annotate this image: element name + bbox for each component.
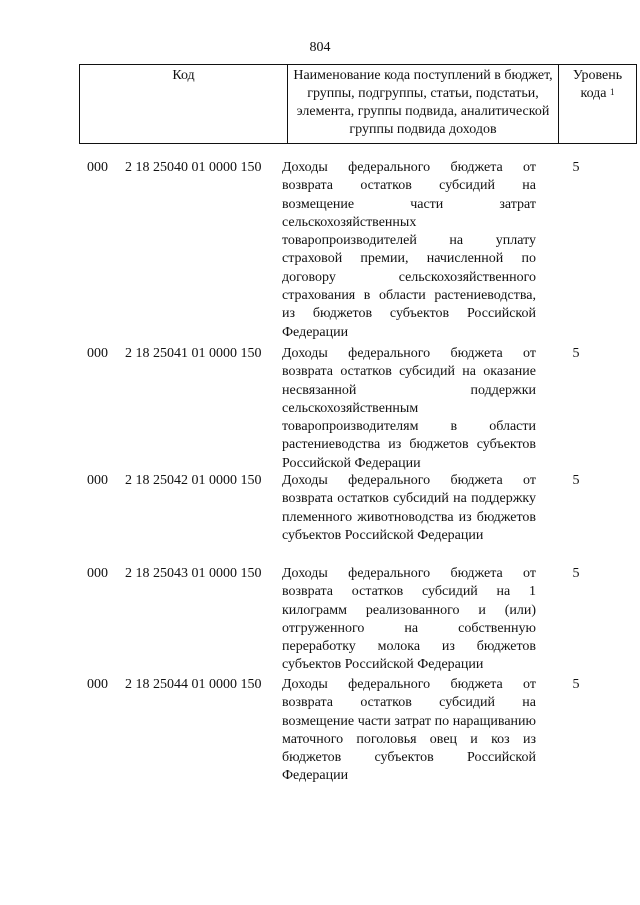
admin-code: 000 [87, 346, 108, 361]
table-row [79, 159, 609, 345]
admin-code: 000 [87, 566, 108, 581]
code-level: 5 [572, 473, 580, 488]
admin-code: 000 [87, 473, 108, 488]
table-header [79, 64, 637, 144]
code-level: 5 [572, 160, 580, 175]
page-number: 804 [309, 40, 331, 55]
revenue-code: 2 18 25040 01 0000 150 [125, 160, 262, 175]
revenue-code: 2 18 25043 01 0000 150 [125, 566, 262, 581]
header-name: Наименование кода поступлений в бюджет, группы, подгруппы, статьи, подстатьи, элемента, группы подвида, аналитической группы подвида доходов [288, 65, 559, 144]
table-row [79, 345, 609, 472]
admin-code: 000 [87, 677, 108, 692]
admin-code: 000 [87, 160, 108, 175]
revenue-code: 2 18 25044 01 0000 150 [125, 677, 262, 692]
revenue-code: 2 18 25041 01 0000 150 [125, 346, 262, 361]
code-level: 5 [572, 566, 580, 581]
revenue-name: Доходы федерального бюджета от возврата остатков субсидий на 1 килограмм реализованного и (или) отгруженного на собственную переработку молока из бюджетов субъектов Российской Федерации [282, 566, 536, 673]
table-row [79, 472, 609, 565]
revenue-name: Доходы федерального бюджета от возврата остатков субсидий на возмещение части затрат сельскохозяйственных товаропроизводителей на уплату страховой премии, начисленной по договору сельскохозяйственного страхования в области растениеводства, из бюджетов субъектов Российской Федерации [282, 160, 536, 340]
revenue-name: Доходы федерального бюджета от возврата остатков субсидий на оказание несвязанной поддержки сельскохозяйственным товаропроизводителям в области растениеводства из бюджетов субъектов Российской Федерации [282, 346, 536, 471]
header-level [559, 65, 637, 144]
header-level-label: Уровень кода [572, 68, 623, 101]
table-body [79, 159, 609, 787]
revenue-name: Доходы федерального бюджета от возврата остатков субсидий на поддержку племенного животноводства из бюджетов субъектов Российской Федерации [282, 473, 536, 543]
code-level: 5 [572, 346, 580, 361]
code-level: 5 [572, 677, 580, 692]
table-row [79, 565, 609, 676]
revenue-code: 2 18 25042 01 0000 150 [125, 473, 262, 488]
revenue-name: Доходы федерального бюджета от возврата остатков субсидий на возмещение части затрат по наращиванию маточного поголовья овец и коз из бюджетов субъектов Российской Федерации [282, 677, 536, 784]
header-code: Код [80, 65, 288, 144]
table-row [79, 676, 609, 787]
footnote-mark: 1 [610, 87, 615, 97]
